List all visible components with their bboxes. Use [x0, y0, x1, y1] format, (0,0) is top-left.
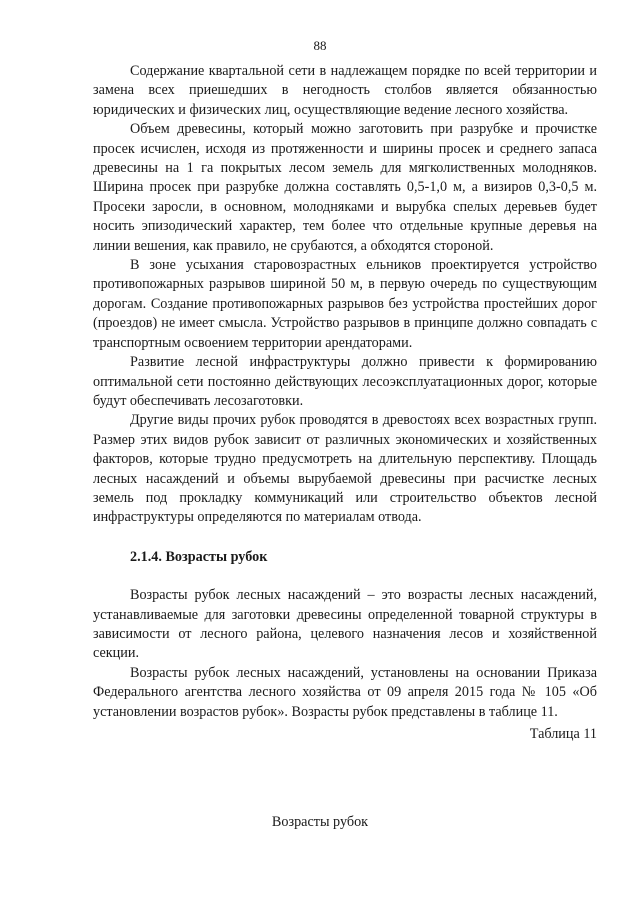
body-paragraph: В зоне усыхания старовозрастных ельников проектируется устройство противопожарных разрывов шириной 50 м, в первую очередь по существующим дорогам. Создание противопожарных разрывов без устройства простейших дорог (проездов) не имеет смысла. Устройство разрывов в принципе должно совпадать с транспортным освоением территории арендаторами.: [93, 257, 597, 351]
table-title: Возрасты рубок: [271, 814, 369, 830]
body-paragraph: Объем древесины, который можно заготовить при разрубке и прочистке просек исчислен, исходя из протяженности и ширины просек и среднего запаса древесины на 1 га покрытых лесом земель для мягколиственных молодняков. Ширина просек при разрубке должна составлять 0,5-1,0 м, а визиров 0,3-0,5 м. Просеки заросли, в основном, молодняками и вырубка спелых деревьев будет носить эпизодический характер, тем более что отдельные крупные деревья на линии вешения, как правило, не срубаются, а обходятся стороной.: [93, 121, 597, 254]
body-paragraph: Возрасты рубок лесных насаждений, установлены на основании Приказа Федерального агентства лесного хозяйства от 09 апреля 2015 года № 105 «Об установлении возрастов рубок». Возрасты рубок представлены в таблице 11.: [93, 664, 597, 720]
body-paragraph: Другие виды прочих рубок проводятся в древостоях всех возрастных групп. Размер этих видов рубок зависит от различных экономических и хозяйственных факторов, которые трудно предусмотреть на длительную перспективу. Площадь лесных насаждений и объемы вырубаемой древесины при расчистке лесных земель под прокладку коммуникаций или строительство объектов лесной инфраструктуры определяются по материалам отвода.: [93, 412, 597, 526]
page-content: [93, 62, 597, 744]
body-paragraph: Развитие лесной инфраструктуры должно привести к формированию оптимальной сети постоянно действующих лесоэксплуатационных дорог, которые будут обеспечивать лесозаготовки.: [93, 354, 597, 409]
body-paragraph: Содержание квартальной сети в надлежащем порядке по всей территории и замена всех приешедших в негодность столбов является обязанностью юридических и физических лиц, осуществляющие ведение лесного хозяйства.: [93, 63, 597, 118]
body-paragraph: Возрасты рубок лесных насаждений – это возрасты лесных насаждений, устанавливаемые для заготовки древесины определенной товарной структуры в зависимости от лесного района, целевого назначения лесов и хозяйственной секции.: [93, 587, 597, 662]
table-caption: Таблица 11: [529, 726, 597, 742]
section-heading: 2.1.4. Возрасты рубок: [130, 548, 268, 565]
page-number: 88: [313, 38, 327, 53]
